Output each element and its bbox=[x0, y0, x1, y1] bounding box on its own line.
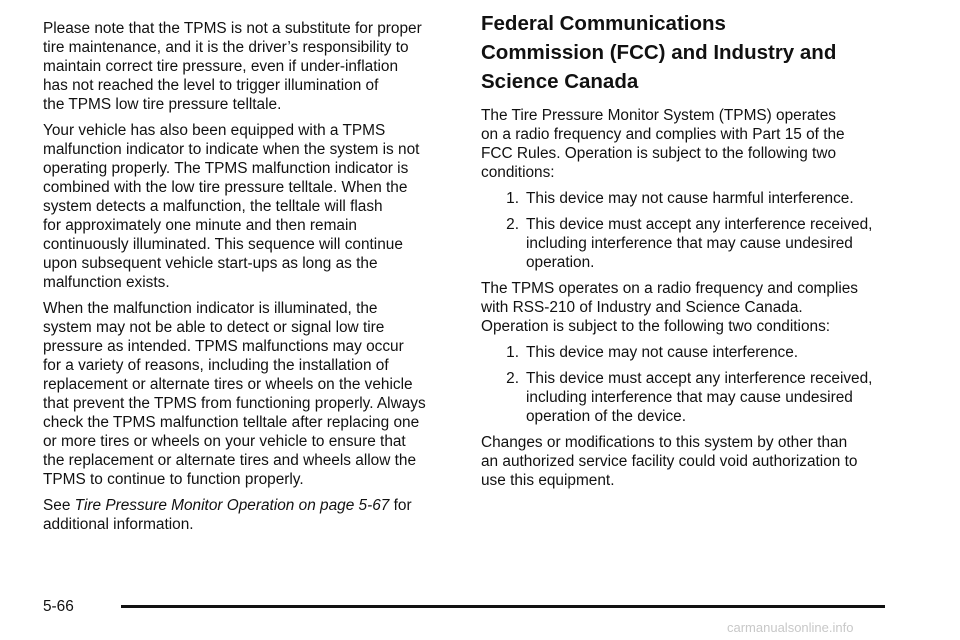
text-line: The Tire Pressure Monitor System (TPMS) operates bbox=[481, 107, 836, 124]
paragraph-modifications-warning bbox=[481, 433, 901, 490]
text-line: tire maintenance, and it is the driver’s responsibility to bbox=[43, 39, 409, 56]
list-item bbox=[481, 189, 901, 208]
text-line: Your vehicle has also been equipped with a TPMS bbox=[43, 122, 386, 139]
paragraph-malfunction-indicator bbox=[43, 121, 453, 292]
list-item bbox=[481, 343, 901, 362]
right-column bbox=[481, 12, 901, 497]
paragraph-malfunction-illuminated bbox=[43, 299, 453, 489]
paragraph-fcc-intro bbox=[481, 106, 901, 182]
list-text bbox=[526, 189, 901, 208]
paragraph-tpms-note bbox=[43, 19, 453, 114]
text-line: This device may not cause harmful interference. bbox=[526, 190, 854, 207]
list-number: 2. bbox=[506, 216, 519, 233]
text-line: conditions: bbox=[481, 164, 555, 181]
cross-reference-link[interactable]: Tire Pressure Monitor Operation on page 5-67 bbox=[74, 497, 390, 514]
canada-conditions-list bbox=[481, 343, 901, 426]
list-number: 1. bbox=[506, 344, 519, 361]
text-line: combined with the low tire pressure telltale. When the bbox=[43, 179, 408, 196]
text-line: including interference that may cause undesired bbox=[526, 235, 853, 252]
text-line: replacement or alternate tires or wheels on the vehicle bbox=[43, 376, 413, 393]
text-line: FCC Rules. Operation is subject to the following two bbox=[481, 145, 836, 162]
text-line: system may not be able to detect or signal low tire bbox=[43, 319, 385, 336]
text-line: upon subsequent vehicle start-ups as long as the bbox=[43, 255, 378, 272]
text-line: TPMS to continue to function properly. bbox=[43, 471, 304, 488]
heading-line: Federal Communications bbox=[481, 12, 726, 35]
text-line: maintain correct tire pressure, even if under-inflation bbox=[43, 58, 399, 75]
text-line: with RSS-210 of Industry and Science Canada. bbox=[481, 299, 803, 316]
text-line: When the malfunction indicator is illuminated, the bbox=[43, 300, 378, 317]
list-text bbox=[526, 343, 901, 362]
text-line: Please note that the TPMS is not a substitute for proper bbox=[43, 20, 422, 37]
heading-line: Science Canada bbox=[481, 70, 639, 93]
left-column bbox=[43, 19, 453, 541]
footer-divider bbox=[121, 605, 885, 608]
text-line: malfunction exists. bbox=[43, 274, 170, 291]
text-line: the TPMS low tire pressure telltale. bbox=[43, 96, 282, 113]
fcc-conditions-list bbox=[481, 189, 901, 272]
text-line: continuously illuminated. This sequence will continue bbox=[43, 236, 403, 253]
text-line: This device must accept any interference received, bbox=[526, 370, 873, 387]
see-label: See bbox=[43, 497, 71, 514]
paragraph-rss210 bbox=[481, 279, 901, 336]
heading-line: Commission (FCC) and Industry and bbox=[481, 41, 837, 64]
list-text bbox=[526, 369, 901, 426]
text-line: that prevent the TPMS from functioning properly. Always bbox=[43, 395, 426, 412]
text-line: for approximately one minute and then remain bbox=[43, 217, 357, 234]
text-line: the replacement or alternate tires and wheels allow the bbox=[43, 452, 417, 469]
text-line: additional information. bbox=[43, 516, 194, 533]
text-line: has not reached the level to trigger illumination of bbox=[43, 77, 379, 94]
text-line: for a variety of reasons, including the installation of bbox=[43, 357, 389, 374]
text-line: This device must accept any interference received, bbox=[526, 216, 873, 233]
text-line: Changes or modifications to this system by other than bbox=[481, 434, 848, 451]
text-line: including interference that may cause undesired bbox=[526, 389, 853, 406]
text-line: operation of the device. bbox=[526, 408, 687, 425]
text-line: The TPMS operates on a radio frequency and complies bbox=[481, 280, 858, 297]
text-line: on a radio frequency and complies with Part 15 of the bbox=[481, 126, 845, 143]
text-line: operation. bbox=[526, 254, 595, 271]
list-item bbox=[481, 215, 901, 272]
text-line: or more tires or wheels on your vehicle to ensure that bbox=[43, 433, 406, 450]
text-line: malfunction indicator to indicate when the system is not bbox=[43, 141, 420, 158]
text-line: system detects a malfunction, the telltale will flash bbox=[43, 198, 383, 215]
text-line: check the TPMS malfunction telltale after replacing one bbox=[43, 414, 420, 431]
text-line: This device may not cause interference. bbox=[526, 344, 799, 361]
list-text bbox=[526, 215, 901, 272]
paragraph-see-reference bbox=[43, 496, 453, 534]
list-number: 1. bbox=[506, 190, 519, 207]
see-tail: for bbox=[393, 497, 412, 514]
text-line: Operation is subject to the following two conditions: bbox=[481, 318, 831, 335]
text-line: pressure as intended. TPMS malfunctions may occur bbox=[43, 338, 404, 355]
list-item bbox=[481, 369, 901, 426]
text-line bbox=[43, 496, 453, 515]
text-line: use this equipment. bbox=[481, 472, 615, 489]
text-line: operating properly. The TPMS malfunction indicator is bbox=[43, 160, 409, 177]
page-number: 5-66 bbox=[43, 598, 74, 615]
section-heading-fcc bbox=[481, 9, 901, 96]
watermark-text: carmanualsonline.info bbox=[727, 620, 854, 635]
list-number: 2. bbox=[506, 370, 519, 387]
text-line: an authorized service facility could void authorization to bbox=[481, 453, 858, 470]
